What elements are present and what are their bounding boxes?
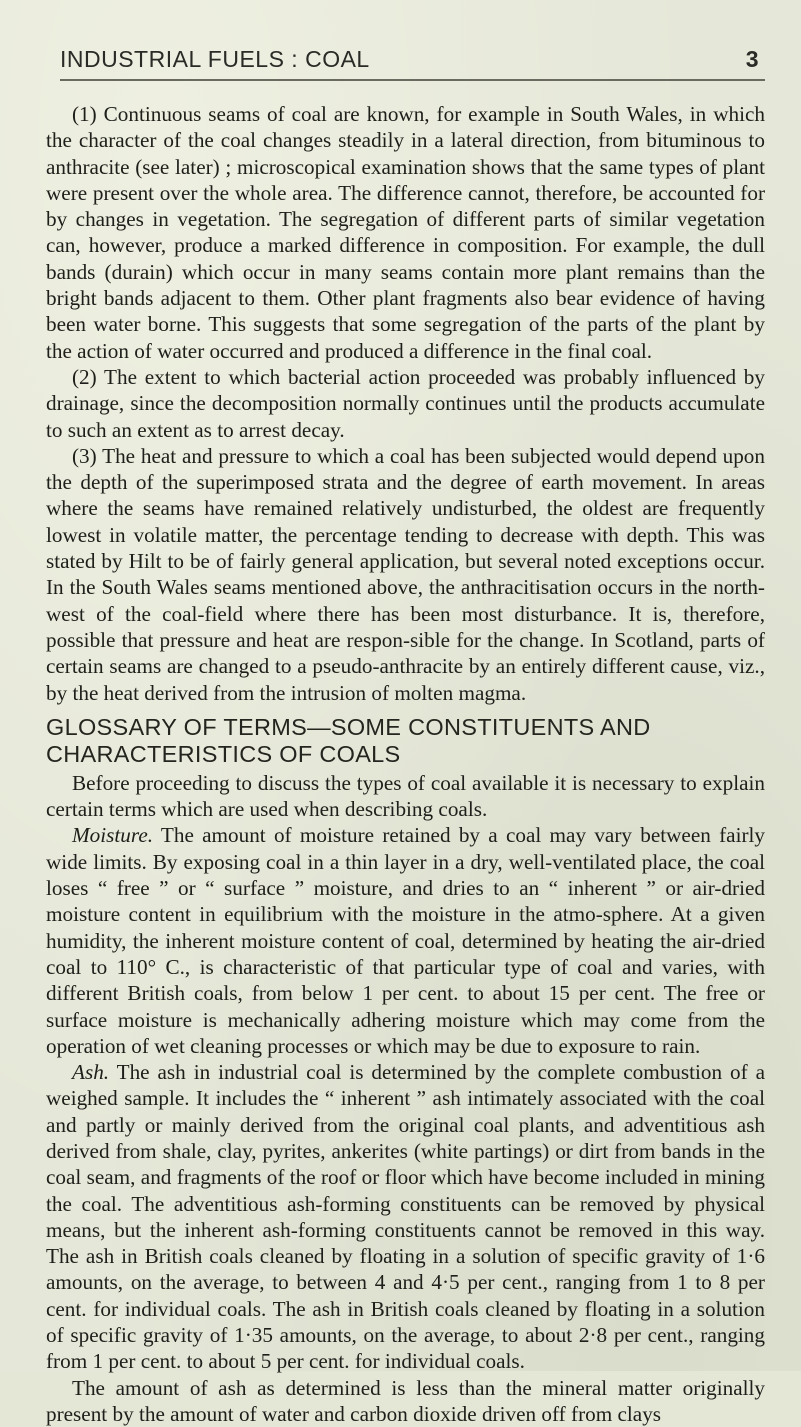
paragraph-bacterial-action: (2) The extent to which bacterial action proceeded was probably influenced by drainage, since the decomposition normally continues until the products accumulate to such an extent as to arrest decay. (46, 364, 765, 442)
paragraph-ash (46, 1059, 765, 1375)
running-head (46, 8, 765, 73)
term-ash: Ash. (72, 1060, 110, 1085)
glossary-heading: GLOSSARY OF TERMS—SOME CONSTITUENTS AND CHARACTERISTICS OF COALS (46, 713, 651, 767)
running-head-title: INDUSTRIAL FUELS : COAL (60, 46, 370, 72)
moisture-definition: The amount of moisture retained by a coal may vary between fairly wide limits. By exposing coal in a thin layer in a dry, well-ventilated place, the coal loses “ free ” or “ surface ” moisture, and dries to an “ inherent ” or air-dried moisture content in equilibrium with the moisture in the atmo-sphere. At a given humidity, the inherent moisture content of coal, determined by heating the air-dried coal to 110° C., is characteristic of that particular type of coal and varies, with different British coals, from below 1 per cent. to about 15 per cent. The free or surface moisture is mechanically adhering moisture which may come from the operation of wet cleaning processes or which may be due to exposure to rain. (46, 823, 765, 1058)
ash-definition: The ash in industrial coal is determined by the complete combustion of a weighed sample. It includes the “ inherent ” ash intimately associated with the coal and partly or mainly derived from the original coal plants, and adventitious ash derived from shale, clay, pyrites, ankerites (white partings) or dirt from bands in the coal seam, and fragments of the roof or floor which have become included in mining the coal. The adventitious ash-forming constituents can be removed by physical means, but the inherent ash-forming constituents cannot be removed in this way. The ash in British coals cleaned by floating in a solution of specific gravity of 1·6 amounts, on the average, to between 4 and 4·5 per cent., ranging from 1 to 8 per cent. for individual coals. The ash in British coals cleaned by floating in a solution of specific gravity of 1·35 amounts, on the average, to about 2·8 per cent., ranging from 1 per cent. to about 5 per cent. for individual coals. (46, 1060, 765, 1374)
page-number: 3 (745, 46, 759, 72)
header-rule (60, 79, 765, 81)
glossary-intro: Before proceeding to discuss the types of coal available it is necessary to explain certain terms which are used when describing coals. (46, 770, 765, 822)
paragraph-continuous-seams: (1) Continuous seams of coal are known, for example in South Wales, in which the character of the coal changes steadily in a lateral direction, from bituminous to anthracite (see later) ; microscopical examination shows that the same types of plant were present over the whole area. The difference cannot, therefore, be accounted for by changes in vegetation. The segregation of different parts of similar vegetation can, however, produce a marked difference in composition. For example, the dull bands (durain) which occur in many seams contain more plant remains than the bright bands adjacent to them. Other plant fragments also bear evidence of having been water borne. This suggests that some segregation of the parts of the plant by the action of water occurred and produced a difference in the final coal. (46, 102, 765, 363)
term-moisture: Moisture. (72, 823, 154, 848)
paragraph-moisture (46, 822, 765, 1059)
paragraph-ash-mineral-matter: The amount of ash as determined is less than the mineral matter originally present by the amount of water and carbon dioxide driven off from clays (46, 1375, 765, 1426)
paragraph-heat-pressure: (3) The heat and pressure to which a coal has been subjected would depend upon the depth of the superimposed strata and the degree of earth movement. In areas where the seams have remained relatively undisturbed, the oldest are frequently lowest in volatile matter, the percentage tending to decrease with depth. This was stated by Hilt to be of fairly general application, but several noted exceptions occur. In the South Wales seams mentioned above, the anthracitisation occurs in the north-west of the coal-field where there has been most disturbance. It is, therefore, possible that pressure and heat are respon-sible for the change. In Scotland, parts of certain seams are changed to a pseudo-anthracite by an entirely different cause, viz., by the heat derived from the intrusion of molten magma. (46, 443, 765, 705)
